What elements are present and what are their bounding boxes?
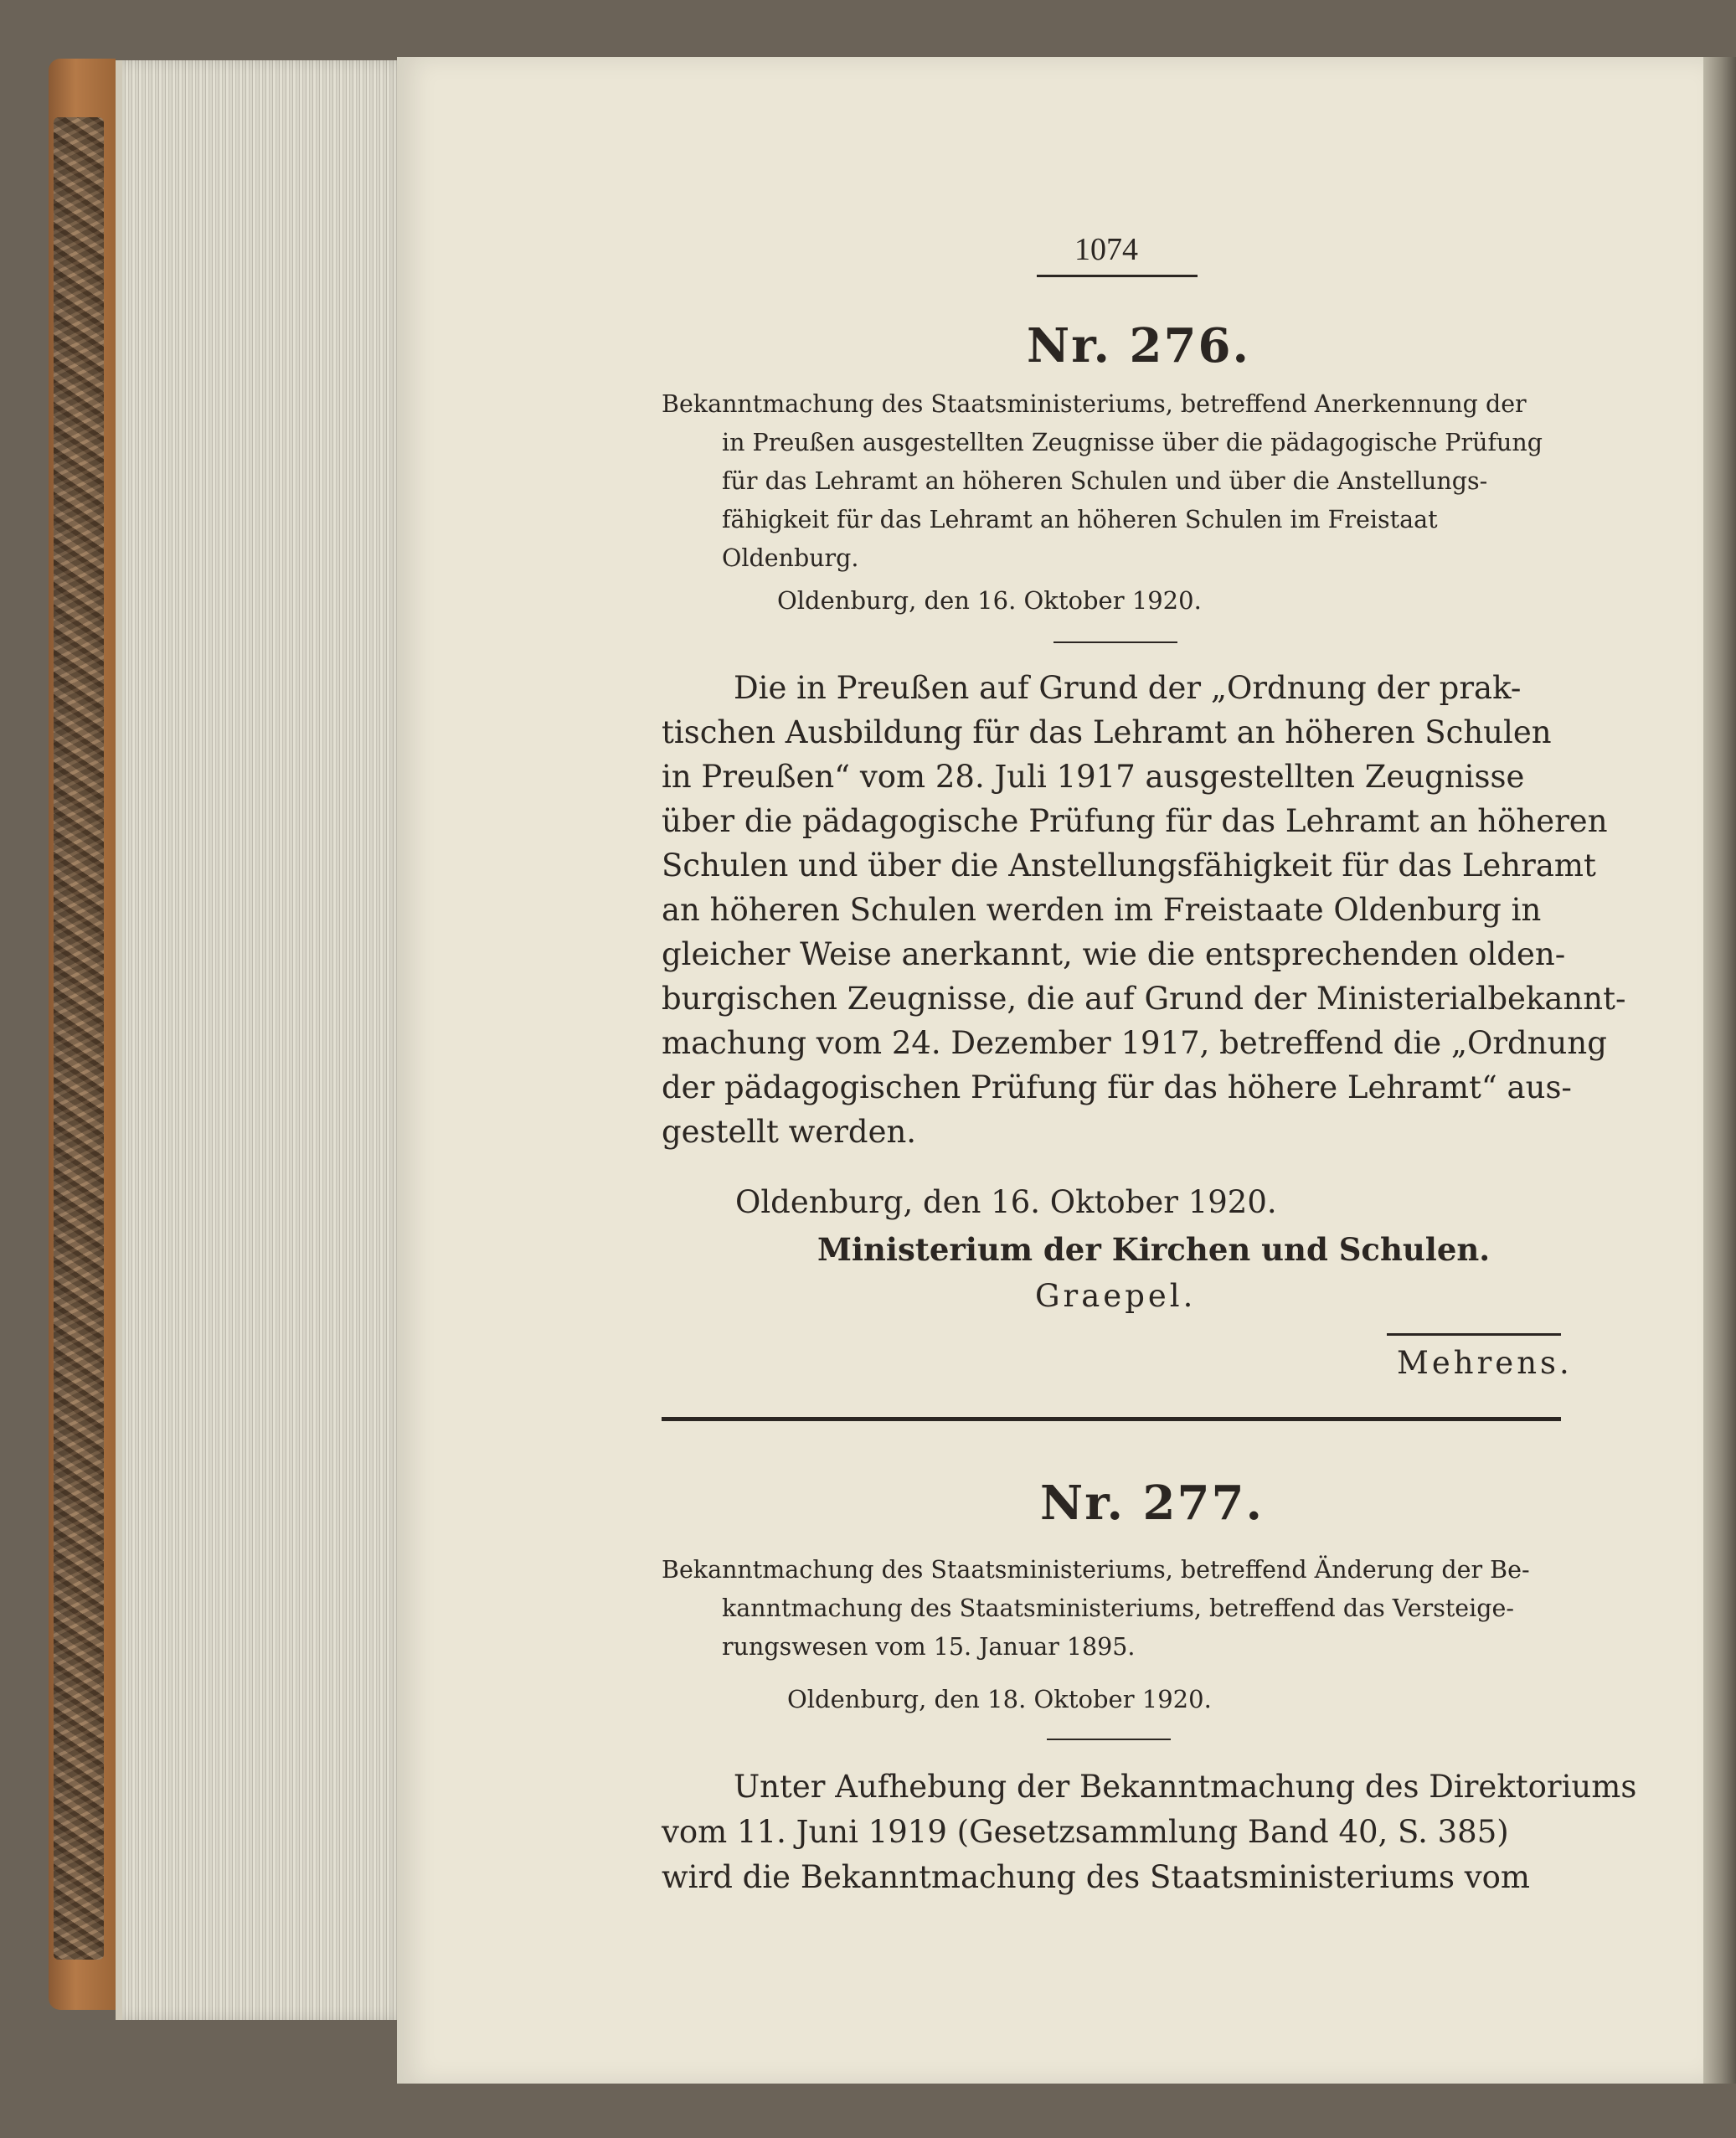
section-277-body-line: Unter Aufhebung der Bekanntmachung des Direktoriums xyxy=(734,1769,1637,1805)
section-276-body-line: burgischen Zeugnisse, die auf Grund der Ministerialbekannt- xyxy=(662,981,1626,1017)
section-276-body-line: in Preußen“ vom 28. Juli 1917 ausgestellten Zeugnisse xyxy=(662,759,1525,795)
section-separator-rule xyxy=(662,1417,1561,1421)
section-276-body-line: der pädagogischen Prüfung für das höhere Lehramt“ aus- xyxy=(662,1069,1572,1105)
section-276-title-line: Bekanntmachung des Staatsministeriums, betreffend Anerkennung der xyxy=(662,390,1527,418)
section-276-body-line: tischen Ausbildung für das Lehramt an höheren Schulen xyxy=(662,714,1552,750)
section-277-body-line: vom 11. Juni 1919 (Gesetzsammlung Band 40, S. 385) xyxy=(662,1814,1509,1850)
countersign-rule xyxy=(1387,1333,1561,1336)
section-276-body-line: machung vom 24. Dezember 1917, betreffend die „Ordnung xyxy=(662,1025,1607,1061)
section-276-body-line: an höheren Schulen werden im Freistaate Oldenburg in xyxy=(662,892,1542,928)
page-number-rule xyxy=(1037,275,1198,277)
section-276-title-line: Oldenburg. xyxy=(722,544,859,572)
next-page-edge xyxy=(1700,57,1736,2084)
section-277-body-line: wird die Bekanntmachung des Staatsministeriums vom xyxy=(662,1859,1531,1895)
ministry-signature-line: Ministerium der Kirchen und Schulen. xyxy=(817,1231,1491,1268)
countersign-mehrens: Mehrens. xyxy=(1397,1345,1573,1381)
section-277-divider xyxy=(1047,1739,1171,1740)
section-276-closing-date: Oldenburg, den 16. Oktober 1920. xyxy=(735,1184,1277,1220)
section-276-title-line: fähigkeit für das Lehramt an höheren Schulen im Freistaat xyxy=(722,506,1438,533)
page-number: 1074 xyxy=(1074,232,1138,267)
section-276-heading: Nr. 276. xyxy=(1027,318,1250,374)
section-277-title-line: rungswesen vom 15. Januar 1895. xyxy=(722,1633,1136,1661)
marbled-endpaper xyxy=(54,117,104,1960)
section-276-divider xyxy=(1053,641,1177,643)
section-277-date: Oldenburg, den 18. Oktober 1920. xyxy=(787,1685,1212,1713)
page-block-edges xyxy=(116,60,410,2020)
section-276-body-line: Die in Preußen auf Grund der „Ordnung der prak- xyxy=(734,670,1522,706)
section-276-body-line: Schulen und über die Anstellungsfähigkeit für das Lehramt xyxy=(662,847,1596,884)
section-276-body-line: gleicher Weise anerkannt, wie die entsprechenden olden- xyxy=(662,936,1566,972)
section-276-title-line: in Preußen ausgestellten Zeugnisse über die pädagogische Prüfung xyxy=(722,429,1543,456)
section-276-body-line: gestellt werden. xyxy=(662,1114,917,1150)
signature-graepel: Graepel. xyxy=(1035,1278,1197,1314)
section-276-title-line: für das Lehramt an höheren Schulen und über die Anstellungs- xyxy=(722,467,1488,495)
section-276-date: Oldenburg, den 16. Oktober 1920. xyxy=(777,586,1202,615)
section-277-heading: Nr. 277. xyxy=(1040,1476,1264,1531)
section-277-title-line: kanntmachung des Staatsministeriums, betreffend das Versteige- xyxy=(722,1594,1515,1622)
section-276-body-line: über die pädagogische Prüfung für das Lehramt an höheren xyxy=(662,803,1608,839)
section-277-title-line: Bekanntmachung des Staatsministeriums, betreffend Änderung der Be- xyxy=(662,1556,1530,1584)
